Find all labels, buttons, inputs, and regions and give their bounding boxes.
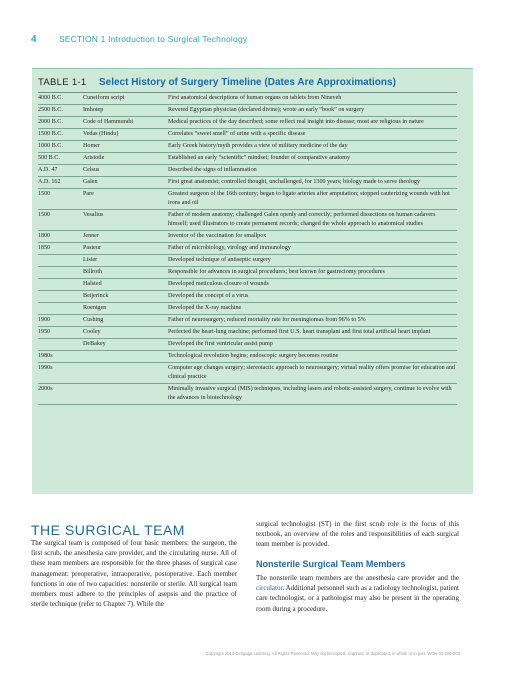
glossary-term-circulator: circulator (256, 584, 283, 593)
table-row (38, 231, 457, 243)
table-row (38, 165, 457, 177)
table-row (38, 177, 457, 189)
row-name: Halsted (83, 281, 102, 287)
row-date: 2000 B.C. (38, 119, 63, 125)
row-description: Developed meticulous closure of wounds (168, 281, 269, 287)
row-name: Vesalius (83, 212, 104, 218)
row-description: Responsible for advances in surgical procedures; best known for gastrectomy procedures (168, 269, 385, 275)
nonsterile-paragraph (256, 573, 459, 614)
row-description: Developed the X-ray machine (168, 305, 242, 311)
nonsterile-text-start: The nonsterile team members are the anesthesia care provider and the (256, 574, 459, 582)
row-description: Perfected the heart-lung machine; performed first U.S. heart transplant and first total artificial heart implant (168, 329, 431, 335)
row-name: Billroth (83, 269, 102, 275)
row-description: Developed the first ventricular assist pump (168, 341, 273, 347)
table-row (38, 267, 457, 279)
row-name: Jenner (83, 233, 99, 239)
section-title: SECTION 1 Introduction to Surgical Technology (58, 34, 248, 44)
row-date: 2500 B.C. (38, 107, 63, 113)
table-row (38, 117, 457, 129)
table-caption (38, 77, 396, 88)
row-name: Lister (83, 257, 98, 263)
page-number: 4 (31, 34, 37, 45)
table-row (38, 327, 457, 339)
table-row (38, 141, 457, 153)
row-name: DeBakey (83, 341, 106, 347)
row-description: Correlates “sweet smell” of urine with a specific disease (168, 131, 306, 137)
row-name: Cuneiform script (83, 95, 125, 101)
table-row (38, 303, 457, 315)
table-row (38, 279, 457, 291)
nonsterile-text-end: . Additional personnel such as a radiology technologist, patient care technologist, or a pathologist may also be present in the operating room during a procedure. (256, 584, 459, 613)
row-description: Technological revolution begins; endoscopic surgery becomes routine (168, 353, 339, 359)
table-row (38, 105, 457, 117)
row-name: Pare (83, 191, 94, 197)
row-date: A.D. 162 (38, 179, 61, 185)
copyright-footer: Copyright 2013 Cengage Learning. All Rights Reserved. May not be copied, scanned, or duplicated, in whole or in part. WCN 02-200-203 (205, 651, 460, 656)
table-row (38, 339, 457, 351)
row-date: 1850 (38, 245, 51, 251)
row-description: Established an early “scientific” mindset; founder of comparative anatomy (168, 155, 351, 161)
row-date: 1980s (38, 353, 53, 359)
table-row (38, 384, 457, 405)
table-row (38, 129, 457, 141)
row-date: 1000 B.C. (38, 143, 63, 149)
row-name: Beijerinck (83, 293, 109, 299)
table-row (38, 291, 457, 303)
table-row (38, 189, 457, 210)
row-description: Developed the concept of a virus (168, 293, 249, 299)
section-heading-surgical-team: THE SURGICAL TEAM (31, 522, 185, 538)
row-name: Aristotle (83, 155, 105, 161)
table-row (38, 93, 457, 105)
row-name: Roentgen (83, 305, 107, 311)
row-name: Vedas (Hindu) (83, 131, 119, 137)
row-description: Early Greek history/myth provides a view of military medicine of the day (168, 143, 348, 149)
row-description: Revered Egyptian physician (declared divine); wrote an early “book” on surgery (168, 107, 365, 113)
row-date: 1950 (38, 329, 51, 335)
row-date: 2000s (38, 386, 53, 392)
row-description: Minimally invasive surgical (MIS) techniques, including lasers and robotic-assisted surgery, continue to evolve with the advances in biotechnology (168, 386, 452, 401)
row-name: Imhotep (83, 107, 104, 113)
table-body (38, 93, 457, 405)
row-name: Cooley (83, 329, 101, 335)
table-row (38, 363, 457, 384)
table-row (38, 315, 457, 327)
row-description: Inventor of the vaccination for smallpox (168, 233, 267, 239)
table-title: Select History of Surgery Timeline (Dates Are Approximations) (98, 77, 396, 88)
subheading-nonsterile-team: Nonsterile Surgical Team Members (256, 559, 406, 569)
row-description: Greatest surgeon of the 16th century; began to ligate arteries after amputation; stopped cauterizing wounds with hot irons and oil (168, 191, 450, 206)
surgical-team-paragraph: The surgical team is composed of four basic members: the surgeon, the first scrub, the anesthesia care provider, and the circulating nurse. All of these team members are responsible for the three phases of surgical case management: preoperative, intraoperative, postoperative. Each member functions in one of two capacities: nonsterile or sterile. All surgical team members must adhere to the principles of asepsis and the practice of sterile technique (refer to Chapter 7). While the (31, 539, 237, 609)
row-name: Code of Hammurabi (83, 119, 134, 125)
table-row (38, 153, 457, 165)
row-name: Celsus (83, 167, 100, 173)
surgical-team-paragraph-continued: surgical technologist (ST) in the first scrub role is the focus of this textbook, an overview of the roles and responsibilities of each surgical team member is provided. (256, 520, 459, 549)
row-name: Pasteur (83, 245, 101, 251)
row-name: Galen (83, 179, 98, 185)
row-date: 500 B.C. (38, 155, 60, 161)
row-date: 4000 B.C. (38, 95, 63, 101)
table-row (38, 210, 457, 231)
row-description: First anatomical descriptions of human organs on tablets from Nineveh (168, 95, 342, 101)
row-description: Father of neurosurgery; reduced mortality rate for meningiomas from 96% to 5% (168, 317, 366, 323)
row-description: Described the signs of inflammation (168, 167, 257, 173)
row-description: Father of microbiology, virology and immunology (168, 245, 291, 251)
row-name: Cushing (83, 317, 104, 323)
row-name: Homer (83, 143, 100, 149)
row-date: 1800 (38, 233, 51, 239)
running-header (31, 34, 247, 45)
row-date: 1500 (38, 212, 51, 218)
row-date: 1500 B.C. (38, 131, 63, 137)
row-date: 1990s (38, 365, 53, 371)
row-date: 1900 (38, 317, 51, 323)
table-row (38, 243, 457, 255)
table-row (38, 255, 457, 267)
row-description: Computer age changes surgery; stereotactic approach to neurosurgery; virtual reality offers promise for education and clinical practice (168, 365, 455, 380)
row-description: Father of modern anatomy; challenged Galen openly and correctly; performed dissections on human cadavers himself; used illustrators to create permanent records; changed the whole approach to anatomical studies (168, 212, 436, 227)
row-description: Developed technique of antiseptic surgery (168, 257, 271, 263)
row-description: First great anatomist; controlled thought, unchallenged, for 1300 years; biology made to serve theology (168, 179, 420, 185)
history-table (32, 68, 473, 494)
table-row (38, 351, 457, 363)
row-date: A.D. 47 (38, 167, 58, 173)
row-date: 1500 (38, 191, 51, 197)
row-description: Medical practices of the day described; some reflect real insight into disease; most are religious in nature (168, 119, 424, 125)
table-label: TABLE 1-1 (38, 77, 87, 88)
